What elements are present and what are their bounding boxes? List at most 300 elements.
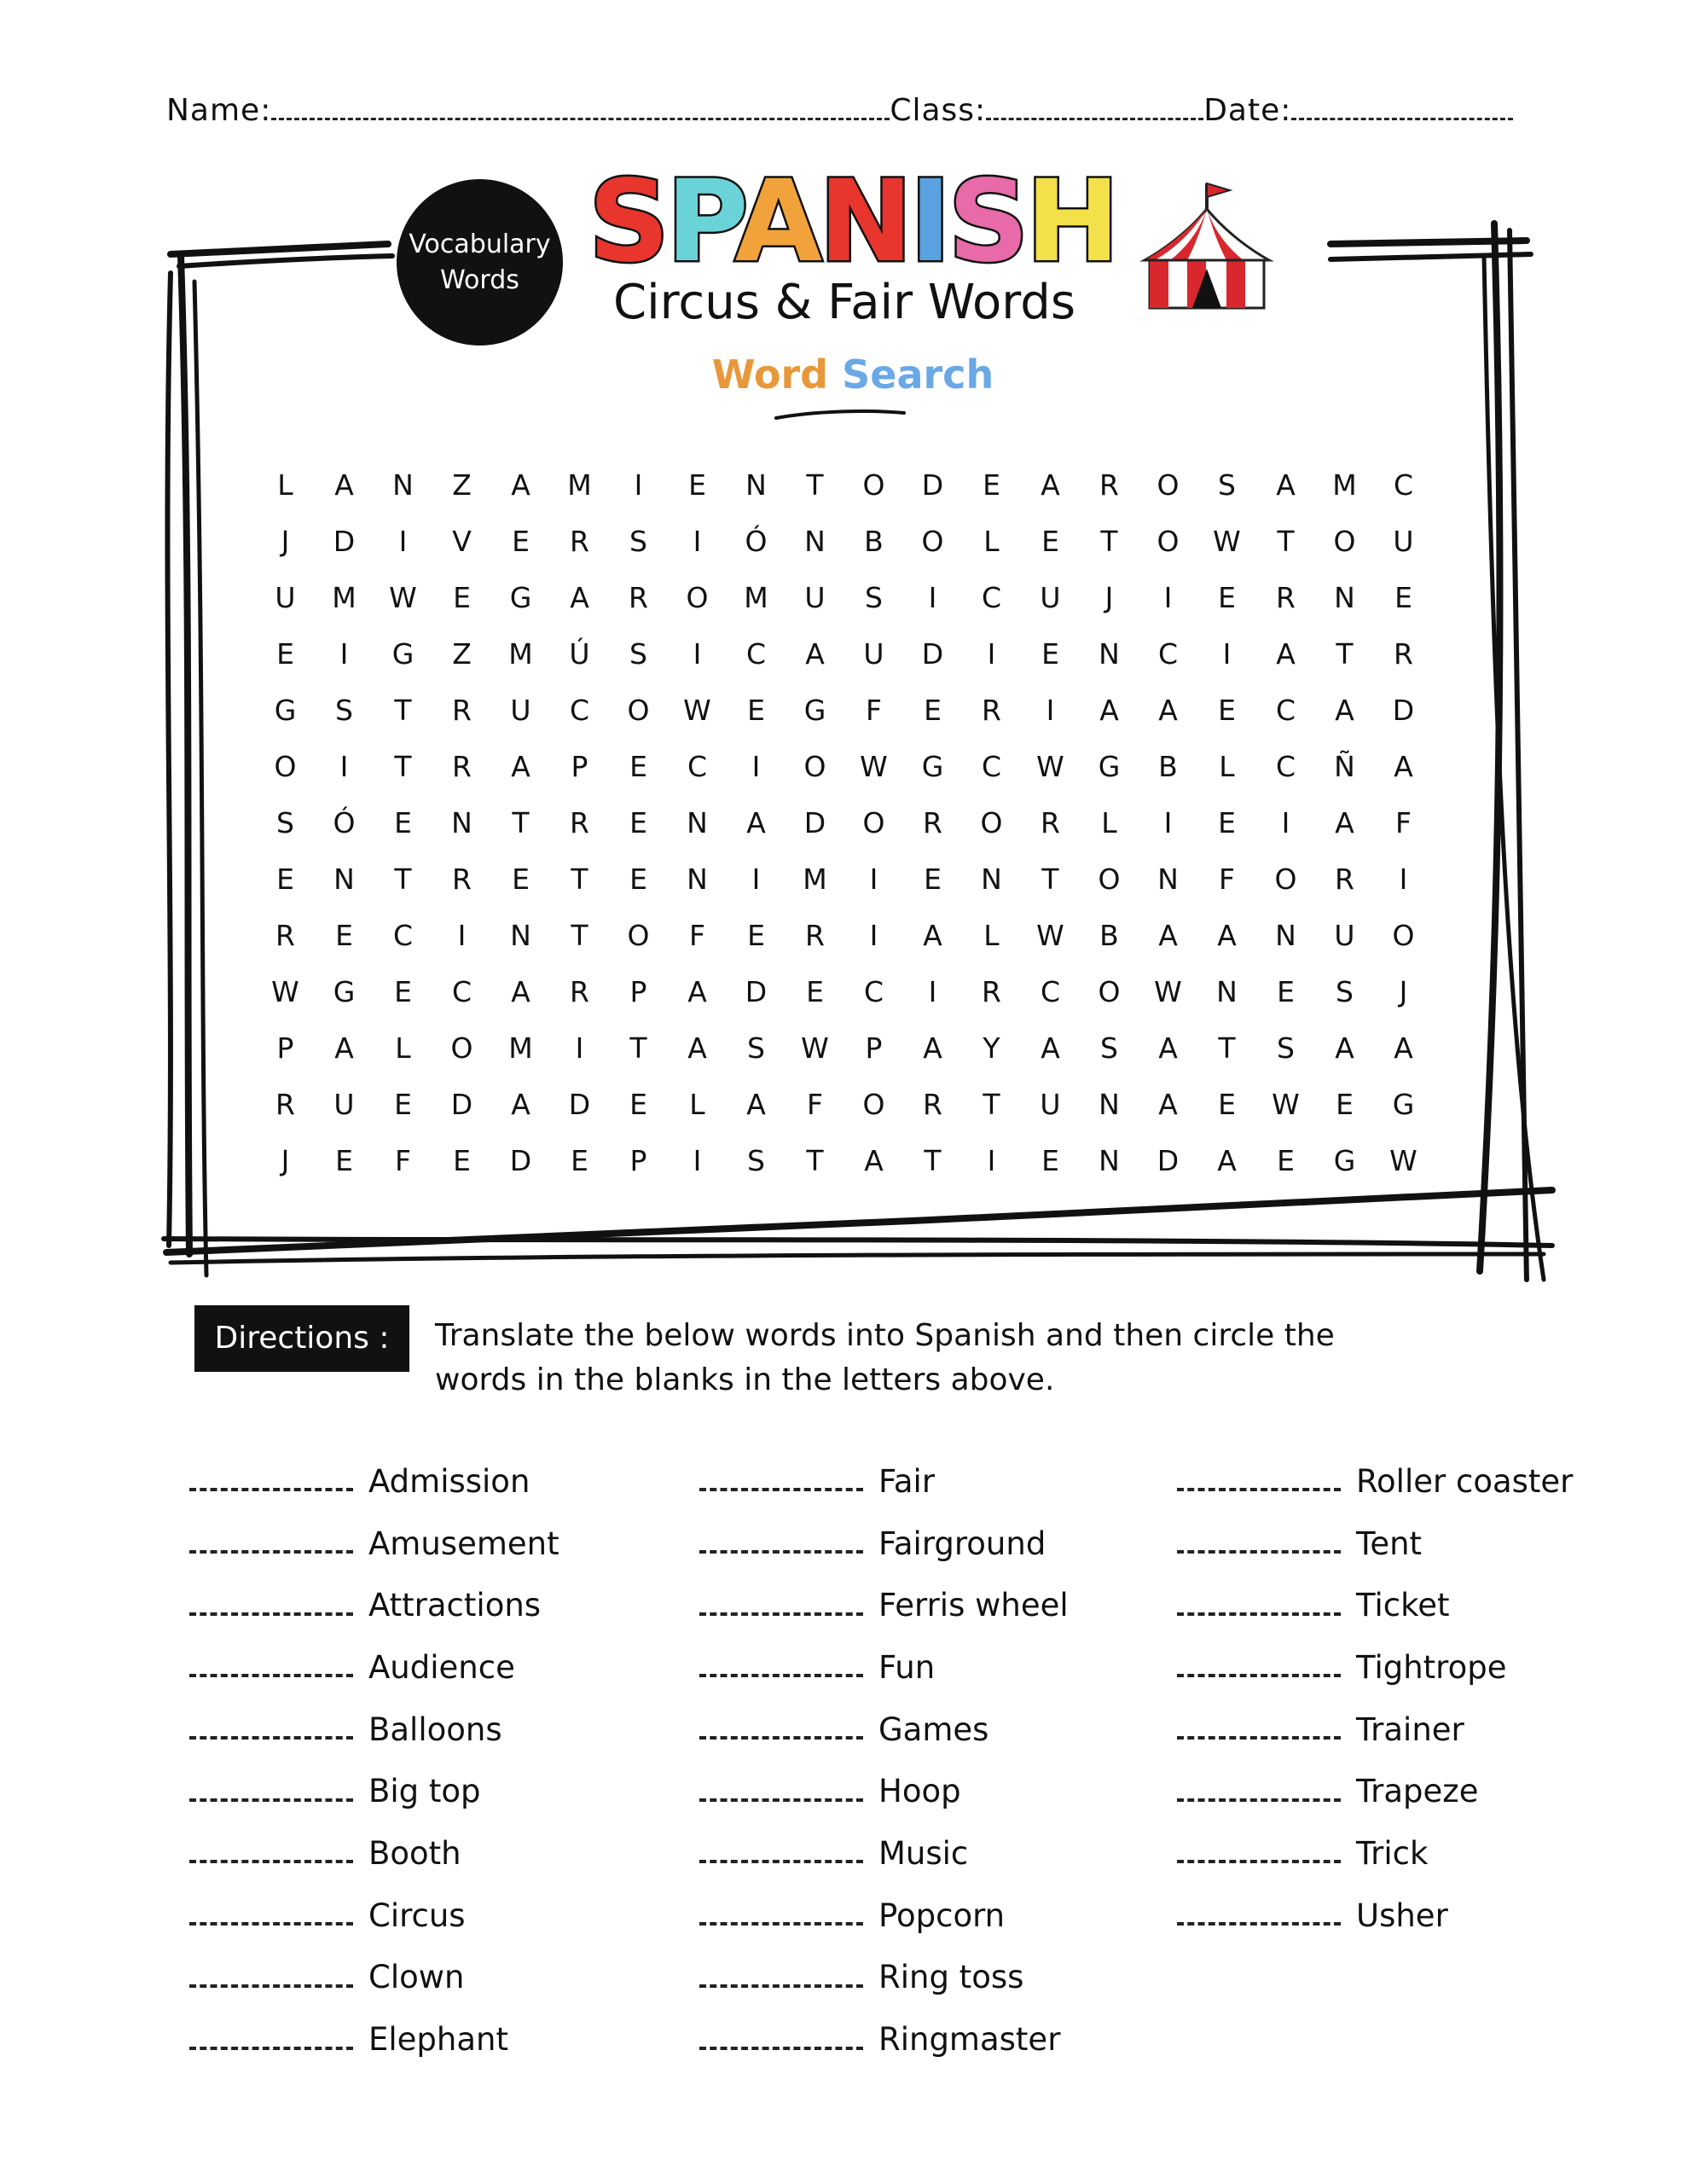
answer-blank[interactable] (1177, 1612, 1341, 1616)
grid-letter[interactable]: E (394, 1088, 412, 1121)
grid-letter[interactable]: O (627, 919, 650, 952)
word-label: Trick (1356, 1834, 1429, 1872)
grid-letter[interactable]: U (1393, 525, 1414, 558)
grid-letter[interactable]: O (1098, 863, 1121, 896)
grid-letter[interactable]: F (395, 1144, 411, 1177)
grid-letter[interactable]: R (982, 694, 1001, 727)
grid-letter[interactable]: A (1099, 694, 1119, 727)
answer-blank[interactable] (1177, 1550, 1341, 1554)
grid-letter[interactable]: D (333, 525, 356, 558)
grid-letter[interactable]: T (1100, 525, 1118, 558)
grid-letter[interactable]: I (1046, 694, 1055, 727)
grid-letter[interactable]: N (981, 863, 1002, 896)
grid-letter[interactable]: G (921, 750, 944, 783)
grid-letter[interactable]: A (746, 806, 766, 839)
answer-blank[interactable] (189, 1612, 353, 1616)
answer-blank[interactable] (189, 2047, 353, 2050)
grid-letter[interactable]: O (921, 525, 944, 558)
grid-letter[interactable]: C (569, 694, 590, 727)
grid-letter[interactable]: E (747, 694, 765, 727)
subtitle: Circus & Fair Words (612, 275, 1076, 330)
grid-letter[interactable]: U (510, 694, 531, 727)
grid-letter[interactable]: S (1336, 975, 1354, 1008)
answer-blank[interactable] (189, 1922, 353, 1926)
title-letter: H (1025, 156, 1117, 288)
answer-blank[interactable] (1177, 1798, 1341, 1802)
grid-letter[interactable]: L (277, 468, 293, 502)
grid-letter[interactable]: I (1281, 806, 1290, 839)
grid-letter[interactable]: S (276, 806, 294, 839)
grid-letter[interactable]: A (511, 1088, 530, 1121)
grid-letter[interactable]: F (866, 694, 882, 727)
grid-letter[interactable]: R (570, 806, 589, 839)
grid-letter[interactable]: E (1218, 1088, 1236, 1121)
grid-letter[interactable]: R (275, 1088, 295, 1121)
grid-letter[interactable]: U (863, 637, 884, 671)
grid-letter[interactable]: O (803, 750, 826, 783)
grid-letter[interactable]: R (570, 525, 589, 558)
word-label: Ferris wheel (878, 1587, 1069, 1624)
grid-letter[interactable]: Ó (333, 806, 356, 839)
grid-letter[interactable]: G (333, 975, 356, 1008)
grid-letter[interactable]: I (339, 637, 349, 671)
grid-letter[interactable]: E (983, 468, 1000, 502)
grid-letter[interactable]: E (571, 1144, 588, 1177)
grid-letter[interactable]: C (1275, 694, 1296, 727)
grid-letter[interactable]: E (1277, 1144, 1295, 1177)
grid-letter[interactable]: S (1277, 1031, 1295, 1065)
grid-letter[interactable]: A (923, 919, 942, 952)
grid-letter[interactable]: R (1099, 468, 1119, 502)
grid-letter[interactable]: P (629, 1144, 647, 1177)
grid-letter[interactable]: O (1098, 975, 1121, 1008)
grid-letter[interactable]: A (1158, 694, 1178, 727)
grid-letter[interactable]: R (923, 1088, 942, 1121)
grid-letter[interactable]: S (865, 581, 883, 614)
grid-letter[interactable]: L (395, 1031, 411, 1065)
badge-line1: Vocabulary (409, 229, 551, 259)
grid-letter[interactable]: G (274, 694, 297, 727)
grid-letter[interactable]: J (281, 1144, 290, 1177)
grid-letter[interactable]: R (923, 806, 942, 839)
grid-letter[interactable]: D (509, 1144, 532, 1177)
grid-letter[interactable]: S (1100, 1031, 1118, 1065)
answer-blank[interactable] (699, 1922, 863, 1926)
grid-letter[interactable]: W (1154, 975, 1182, 1008)
grid-letter[interactable]: S (335, 694, 353, 727)
title-spanish (588, 156, 1117, 288)
answer-blank[interactable] (699, 1736, 863, 1740)
grid-letter[interactable]: C (1393, 468, 1414, 502)
answer-blank[interactable] (699, 1984, 863, 1988)
grid-letter[interactable]: A (687, 975, 707, 1008)
grid-letter[interactable]: L (689, 1088, 705, 1121)
grid-letter[interactable]: M (508, 1031, 533, 1065)
grid-letter[interactable]: E (394, 806, 412, 839)
grid-letter[interactable]: A (1041, 1031, 1060, 1065)
grid-letter[interactable]: O (450, 1031, 473, 1065)
grid-letter[interactable]: Ú (569, 637, 590, 671)
grid-letter[interactable]: G (803, 694, 826, 727)
grid-letter[interactable]: E (806, 975, 824, 1008)
word-label: Fairground (878, 1525, 1046, 1562)
grid-letter[interactable]: J (281, 525, 290, 558)
grid-letter[interactable]: Ñ (1334, 750, 1355, 783)
grid-letter[interactable]: C (981, 750, 1002, 783)
grid-letter[interactable]: A (1217, 1144, 1237, 1177)
word-item (699, 1760, 1069, 1822)
answer-blank[interactable] (1177, 1736, 1341, 1740)
grid-letter[interactable]: U (804, 581, 826, 614)
grid-letter[interactable]: A (1276, 637, 1296, 671)
grid-letter[interactable]: M (744, 581, 768, 614)
grid-letter[interactable]: J (1399, 975, 1408, 1008)
grid-letter[interactable]: L (983, 919, 1000, 952)
grid-letter[interactable]: A (1217, 919, 1237, 952)
grid-letter[interactable]: A (687, 1031, 707, 1065)
grid-letter[interactable]: I (1399, 863, 1408, 896)
grid-letter[interactable]: I (1222, 637, 1232, 671)
grid-letter[interactable]: G (1098, 750, 1121, 783)
grid-letter[interactable]: E (335, 919, 353, 952)
answer-blank[interactable] (699, 1550, 863, 1554)
grid-letter[interactable]: E (688, 468, 706, 502)
grid-letter[interactable]: R (452, 694, 472, 727)
grid-letter[interactable]: R (1335, 863, 1354, 896)
grid-letter[interactable]: T (1277, 525, 1295, 558)
grid-letter[interactable]: S (1218, 468, 1236, 502)
grid-letter[interactable]: E (629, 806, 647, 839)
grid-letter[interactable]: F (1219, 863, 1235, 896)
grid-letter[interactable]: C (451, 975, 472, 1008)
grid-letter[interactable]: E (1394, 581, 1412, 614)
grid-letter[interactable]: R (275, 919, 295, 952)
grid-letter[interactable]: W (1389, 1144, 1417, 1177)
grid-letter[interactable]: W (1036, 919, 1064, 952)
grid-letter[interactable]: A (923, 1031, 942, 1065)
grid-letter[interactable]: V (452, 525, 472, 558)
grid-letter[interactable]: R (452, 863, 472, 896)
grid-letter[interactable]: I (339, 750, 349, 783)
grid-letter[interactable]: O (980, 806, 1003, 839)
grid-letter[interactable]: I (928, 975, 937, 1008)
grid-letter[interactable]: N (804, 525, 826, 558)
grid-letter[interactable]: C (1157, 637, 1179, 671)
grid-letter[interactable]: W (1036, 750, 1064, 783)
grid-letter[interactable]: B (1158, 750, 1178, 783)
grid-letter[interactable]: G (509, 581, 532, 614)
grid-letter[interactable]: A (1158, 1088, 1178, 1121)
grid-letter[interactable]: L (983, 525, 1000, 558)
answer-blank[interactable] (189, 1674, 353, 1677)
grid-letter[interactable]: L (1219, 750, 1235, 783)
grid-letter[interactable]: W (683, 694, 711, 727)
grid-letter[interactable]: O (686, 581, 709, 614)
grid-letter[interactable]: C (687, 750, 708, 783)
grid-letter[interactable]: I (693, 525, 702, 558)
grid-letter[interactable]: A (511, 468, 530, 502)
grid-letter[interactable]: A (1041, 468, 1060, 502)
grid-letter[interactable]: A (570, 581, 589, 614)
grid-letter[interactable]: C (1040, 975, 1061, 1008)
grid-letter[interactable]: W (389, 581, 417, 614)
grid-letter[interactable]: R (982, 975, 1001, 1008)
grid-letter[interactable]: T (571, 919, 588, 952)
answer-blank[interactable] (699, 1612, 863, 1616)
grid-letter[interactable]: A (746, 1088, 766, 1121)
answer-blank[interactable] (189, 1488, 353, 1491)
answer-blank[interactable] (189, 1550, 353, 1554)
grid-letter[interactable]: Z (452, 468, 472, 502)
grid-letter[interactable]: T (1336, 637, 1354, 671)
grid-letter[interactable]: E (1218, 694, 1236, 727)
grid-letter[interactable]: O (1157, 468, 1180, 502)
grid-letter[interactable]: O (1392, 919, 1415, 952)
word-item (189, 1947, 559, 2009)
grid-letter[interactable]: I (634, 468, 643, 502)
grid-letter[interactable]: E (512, 525, 530, 558)
grid-letter[interactable]: M (803, 863, 827, 896)
grid-letter[interactable]: M (567, 468, 592, 502)
answer-blank[interactable] (699, 1488, 863, 1491)
grid-letter[interactable]: N (1099, 1088, 1120, 1121)
grid-letter[interactable]: T (394, 750, 412, 783)
grid-letter[interactable]: I (987, 1144, 996, 1177)
grid-letter[interactable]: N (1099, 637, 1120, 671)
grid-letter[interactable]: I (457, 919, 467, 952)
grid-letter[interactable]: A (1335, 694, 1354, 727)
grid-letter[interactable]: N (451, 806, 472, 839)
grid-letter[interactable]: E (1218, 581, 1236, 614)
grid-letter[interactable]: E (1041, 637, 1059, 671)
grid-letter[interactable]: D (568, 1088, 591, 1121)
grid-letter[interactable]: A (334, 1031, 354, 1065)
grid-letter[interactable]: E (924, 863, 942, 896)
grid-letter[interactable]: A (1394, 1031, 1413, 1065)
grid-letter[interactable]: N (1099, 1144, 1120, 1177)
grid-letter[interactable]: N (333, 863, 355, 896)
grid-letter[interactable]: E (629, 1088, 647, 1121)
grid-letter[interactable]: I (398, 525, 408, 558)
grid-letter[interactable]: E (512, 863, 530, 896)
grid-letter[interactable]: T (571, 863, 588, 896)
grid-letter[interactable]: O (862, 468, 885, 502)
answer-blank[interactable] (1177, 1922, 1341, 1926)
grid-letter[interactable]: U (1040, 581, 1061, 614)
answer-blank[interactable] (699, 1798, 863, 1802)
grid-letter[interactable]: P (865, 1031, 883, 1065)
grid-letter[interactable]: T (1218, 1031, 1236, 1065)
answer-blank[interactable] (699, 1674, 863, 1677)
grid-letter[interactable]: I (693, 1144, 702, 1177)
grid-letter[interactable]: M (1332, 468, 1357, 502)
grid-letter[interactable]: E (335, 1144, 353, 1177)
grid-letter[interactable]: N (510, 919, 531, 952)
grid-letter[interactable]: N (1334, 581, 1355, 614)
grid-letter[interactable]: G (391, 637, 415, 671)
grid-letter[interactable]: D (921, 468, 944, 502)
grid-letter[interactable]: I (751, 863, 761, 896)
grid-letter[interactable]: R (452, 750, 472, 783)
grid-letter[interactable]: B (864, 525, 884, 558)
word-item (1177, 1513, 1573, 1575)
grid-letter[interactable]: W (801, 1031, 829, 1065)
grid-letter[interactable]: R (1276, 581, 1296, 614)
grid-letter[interactable]: W (271, 975, 299, 1008)
grid-letter[interactable]: U (1040, 1088, 1061, 1121)
grid-letter[interactable]: R (1041, 806, 1060, 839)
grid-letter[interactable]: A (1335, 1031, 1354, 1065)
grid-letter[interactable]: P (571, 750, 588, 783)
grid-letter[interactable]: F (807, 1088, 823, 1121)
grid-letter[interactable]: I (1163, 806, 1173, 839)
grid-letter[interactable]: A (1158, 1031, 1178, 1065)
grid-letter[interactable]: T (1041, 863, 1059, 896)
grid-letter[interactable]: D (450, 1088, 473, 1121)
grid-letter[interactable]: N (745, 468, 767, 502)
grid-letter[interactable]: N (1157, 863, 1179, 896)
grid-letter[interactable]: I (575, 1031, 584, 1065)
grid-letter[interactable]: D (745, 975, 768, 1008)
word-label: Booth (368, 1834, 461, 1872)
grid-letter[interactable]: Z (452, 637, 472, 671)
grid-letter[interactable]: C (863, 975, 884, 1008)
grid-letter[interactable]: E (629, 863, 647, 896)
grid-letter[interactable]: C (1275, 750, 1296, 783)
grid-letter[interactable]: O (274, 750, 297, 783)
grid-letter[interactable]: O (1157, 525, 1180, 558)
grid-letter[interactable]: W (1272, 1088, 1300, 1121)
grid-letter[interactable]: T (394, 694, 412, 727)
grid-letter[interactable]: A (1394, 750, 1413, 783)
grid-letter[interactable]: W (860, 750, 888, 783)
grid-letter[interactable]: T (394, 863, 412, 896)
answer-blank[interactable] (1177, 1674, 1341, 1677)
grid-letter[interactable]: R (570, 975, 589, 1008)
grid-letter[interactable]: S (629, 525, 647, 558)
grid-letter[interactable]: D (1157, 1144, 1180, 1177)
word-item (699, 1947, 1069, 2009)
grid-letter[interactable]: N (392, 468, 414, 502)
grid-letter[interactable]: N (687, 863, 708, 896)
grid-letter[interactable]: E (1218, 806, 1236, 839)
answer-blank[interactable] (699, 1860, 863, 1863)
grid-letter[interactable]: O (862, 806, 885, 839)
grid-letter[interactable]: E (394, 975, 412, 1008)
grid-letter[interactable]: M (332, 581, 357, 614)
grid-letter[interactable]: E (1041, 1144, 1059, 1177)
grid-letter[interactable]: I (869, 919, 878, 952)
answer-blank[interactable] (699, 2047, 863, 2050)
grid-letter[interactable]: D (803, 806, 826, 839)
grid-letter[interactable]: R (1394, 637, 1413, 671)
grid-letter[interactable]: T (629, 1031, 647, 1065)
grid-letter[interactable]: O (1333, 525, 1356, 558)
grid-letter[interactable]: R (805, 919, 825, 952)
grid-letter[interactable]: T (806, 1144, 824, 1177)
grid-letter[interactable]: E (924, 694, 942, 727)
grid-letter[interactable]: U (275, 581, 296, 614)
grid-letter[interactable]: F (1395, 806, 1412, 839)
grid-letter[interactable]: A (805, 637, 825, 671)
grid-letter[interactable]: F (689, 919, 705, 952)
grid-letter[interactable]: T (983, 1088, 1000, 1121)
grid-letter[interactable]: A (864, 1144, 884, 1177)
grid-letter[interactable]: O (862, 1088, 885, 1121)
grid-letter[interactable]: U (1334, 919, 1355, 952)
grid-letter[interactable]: A (334, 468, 354, 502)
grid-letter[interactable]: C (392, 919, 414, 952)
grid-letter[interactable]: E (276, 637, 294, 671)
grid-letter[interactable]: N (1216, 975, 1238, 1008)
grid-letter[interactable]: P (276, 1031, 294, 1065)
grid-letter[interactable]: E (747, 919, 765, 952)
grid-letter[interactable]: E (1041, 525, 1059, 558)
answer-blank[interactable] (189, 1860, 353, 1863)
grid-letter[interactable]: I (1163, 581, 1173, 614)
grid-letter[interactable]: A (1158, 919, 1178, 952)
grid-letter[interactable]: L (1101, 806, 1117, 839)
grid-letter[interactable]: U (333, 1088, 355, 1121)
grid-letter[interactable]: C (981, 581, 1002, 614)
grid-letter[interactable]: E (1277, 975, 1295, 1008)
grid-letter[interactable]: E (629, 750, 647, 783)
grid-letter[interactable]: S (747, 1031, 765, 1065)
answer-blank[interactable] (189, 1798, 353, 1802)
grid-letter[interactable]: E (453, 1144, 471, 1177)
grid-letter[interactable]: O (1274, 863, 1297, 896)
answer-blank[interactable] (189, 1984, 353, 1988)
grid-letter[interactable]: I (928, 581, 937, 614)
grid-letter[interactable]: G (1392, 1088, 1415, 1121)
grid-letter[interactable]: I (751, 750, 761, 783)
grid-letter[interactable]: A (1335, 806, 1354, 839)
grid-letter[interactable]: E (1336, 1088, 1354, 1121)
answer-blank[interactable] (1177, 1488, 1341, 1491)
answer-blank[interactable] (189, 1736, 353, 1740)
grid-letter[interactable]: S (747, 1144, 765, 1177)
grid-letter[interactable]: T (924, 1144, 942, 1177)
answer-blank[interactable] (1177, 1860, 1341, 1863)
grid-letter[interactable]: E (453, 581, 471, 614)
grid-letter[interactable]: I (869, 863, 878, 896)
grid-letter[interactable]: G (1333, 1144, 1356, 1177)
grid-letter[interactable]: D (921, 637, 944, 671)
grid-letter[interactable]: Y (983, 1031, 1000, 1065)
grid-letter[interactable]: E (276, 863, 294, 896)
grid-letter[interactable]: I (987, 637, 996, 671)
grid-letter[interactable]: I (693, 637, 702, 671)
grid-letter[interactable]: A (1276, 468, 1296, 502)
grid-letter[interactable]: W (1213, 525, 1241, 558)
grid-letter[interactable]: A (511, 975, 530, 1008)
grid-letter[interactable]: N (687, 806, 708, 839)
grid-letter[interactable]: C (745, 637, 767, 671)
grid-letter[interactable]: J (1104, 581, 1114, 614)
grid-letter[interactable]: T (512, 806, 530, 839)
grid-letter[interactable]: T (806, 468, 824, 502)
grid-letter[interactable]: D (1392, 694, 1415, 727)
grid-letter[interactable]: M (508, 637, 533, 671)
grid-letter[interactable]: O (627, 694, 650, 727)
grid-letter[interactable]: B (1099, 919, 1119, 952)
grid-letter[interactable]: A (511, 750, 530, 783)
grid-letter[interactable]: P (629, 975, 647, 1008)
grid-letter[interactable]: N (1275, 919, 1296, 952)
grid-letter[interactable]: R (629, 581, 648, 614)
grid-letter[interactable]: Ó (745, 525, 768, 558)
grid-letter[interactable]: S (629, 637, 647, 671)
